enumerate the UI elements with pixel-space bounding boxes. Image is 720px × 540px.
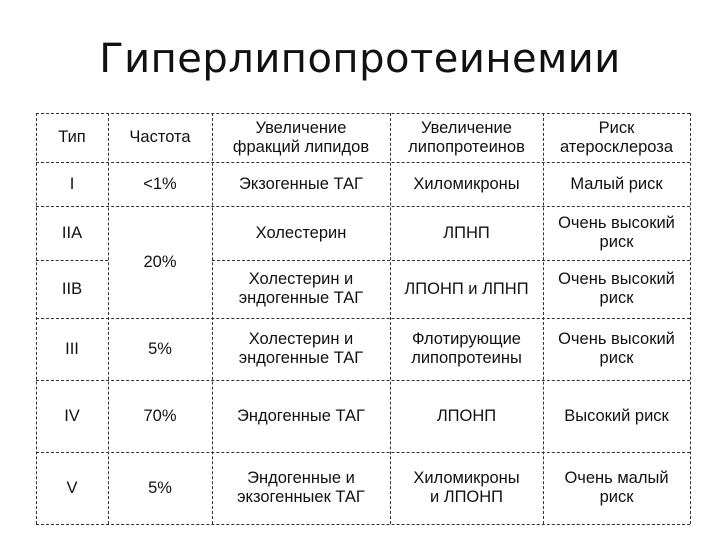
table-cell: IIA: [61, 223, 83, 242]
table-header-cell: Риск атеросклероза: [559, 118, 674, 156]
table-cell: IIB: [61, 279, 83, 298]
table-cell: Очень малый риск: [564, 469, 669, 506]
table-cell: V: [66, 478, 78, 497]
table-cell: Высокий риск: [564, 406, 669, 425]
table-cell: Хиломикроны: [413, 174, 520, 193]
table-cell: 70%: [143, 406, 177, 425]
row-divider: [36, 524, 690, 525]
table-cell: Малый риск: [570, 174, 663, 193]
table-cell: IV: [64, 406, 80, 425]
table-cell-merged-frequency: 20%: [143, 252, 177, 271]
table-header-cell: Увеличение фракций липидов: [232, 118, 370, 156]
table-header-cell: Частота: [129, 128, 191, 147]
table-cell: Флотирующие липопротеины: [411, 330, 522, 367]
table-cell: <1%: [143, 174, 177, 193]
table-cell: Эндогенные и экзогенныек ТАГ: [237, 469, 365, 506]
table-header-cell: Увеличение липопротеинов: [408, 118, 525, 156]
table-cell: Очень высокий риск: [558, 270, 675, 307]
table-header-cell: Тип: [58, 128, 86, 147]
table-cell: Очень высокий риск: [558, 214, 675, 251]
table-cell: Холестерин и эндогенные ТАГ: [238, 270, 364, 307]
table-cell: ЛПОНП: [436, 406, 497, 425]
table-cell: 5%: [148, 478, 172, 497]
table-cell: ЛПНП: [443, 223, 490, 242]
table-cell: III: [65, 339, 79, 358]
table-cell: 5%: [148, 339, 172, 358]
table-cell: Холестерин: [255, 223, 347, 242]
slide-title: Гиперлипопротеинемии: [99, 36, 621, 82]
column-divider: [690, 113, 691, 524]
table-cell: I: [69, 174, 75, 193]
table-cell: ЛПОНП и ЛПНП: [404, 279, 529, 298]
table-cell: Очень высокий риск: [558, 330, 675, 367]
table-cell: Экзогенные ТАГ: [239, 174, 363, 193]
table-cell: Эндогенные ТАГ: [237, 406, 365, 425]
table-cell: Холестерин и эндогенные ТАГ: [238, 330, 364, 367]
table-cell: Хиломикроны и ЛПОНП: [413, 469, 520, 506]
